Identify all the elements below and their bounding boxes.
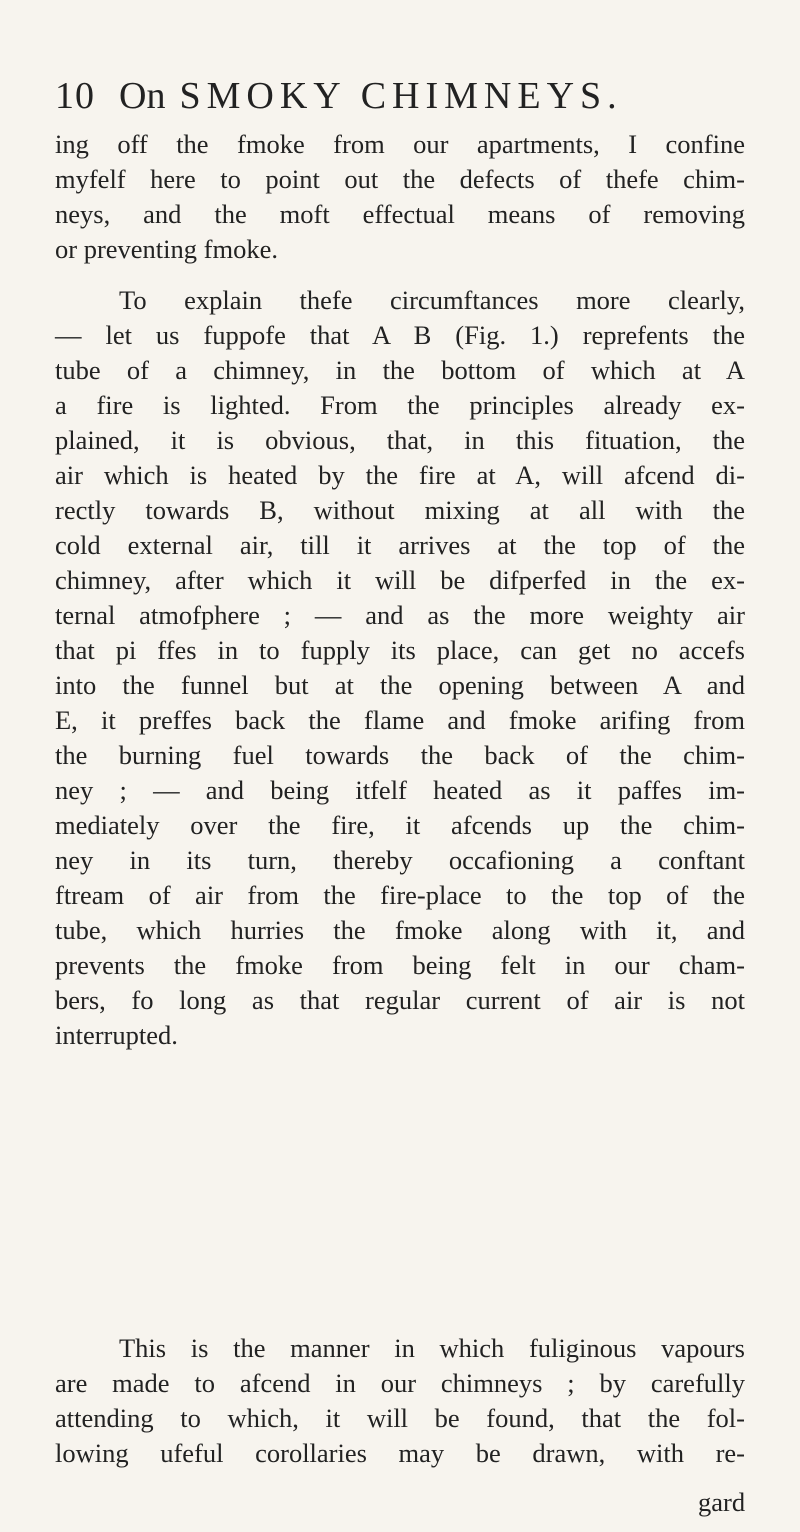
text-line: air which is heated by the fire at A, will afcend di- — [55, 460, 745, 490]
running-title-on: On — [119, 75, 166, 117]
text-line: myfelf here to point out the defects of thefe chim- — [55, 164, 745, 194]
text-line: mediately over the fire, it afcends up the chim- — [55, 810, 745, 840]
running-title-smoky: SMOKY — [179, 75, 347, 117]
text-line: ney ; — and being itfelf heated as it paffes im- — [55, 775, 745, 805]
text-line: — let us fuppofe that A B (Fig. 1.) reprefents the — [55, 320, 745, 350]
text-line: ftream of air from the fire-place to the top of the — [55, 880, 745, 910]
page-number: 10 — [55, 75, 95, 117]
paragraph-2 — [55, 283, 745, 1053]
running-title-chimneys: CHIMNEYS. — [360, 75, 623, 117]
catchword: gard — [698, 1487, 746, 1517]
text-line: tube of a chimney, in the bottom of which at A — [55, 355, 745, 385]
text-line: the burning fuel towards the back of the chim- — [55, 740, 745, 770]
text-line: To explain thefe circumftances more clearly, — [119, 285, 745, 315]
text-line: prevents the fmoke from being felt in our cham- — [55, 950, 745, 980]
text-line: tube, which hurries the fmoke along with it, and — [55, 915, 745, 945]
text-line: neys, and the moft effectual means of removing — [55, 199, 745, 229]
text-line: into the funnel but at the opening between A and — [55, 670, 745, 700]
text-line: attending to which, it will be found, that the fol- — [55, 1403, 745, 1433]
text-line: ney in its turn, thereby occafioning a conftant — [55, 845, 745, 875]
text-line: cold external air, till it arrives at the top of the — [55, 530, 745, 560]
text-line: This is the manner in which fuliginous vapours — [119, 1333, 745, 1363]
text-line: rectly towards B, without mixing at all with the — [55, 495, 745, 525]
text-line: plained, it is obvious, that, in this fituation, the — [55, 425, 745, 455]
text-line: are made to afcend in our chimneys ; by carefully — [55, 1368, 745, 1398]
text-line: a fire is lighted. From the principles already ex- — [55, 390, 745, 420]
text-line: bers, fo long as that regular current of air is not — [55, 985, 745, 1015]
text-line: ternal atmofphere ; — and as the more weighty air — [55, 600, 745, 630]
text-line: ing off the fmoke from our apartments, I confine — [55, 129, 745, 159]
text-line: interrupted. — [55, 1020, 178, 1050]
text-line: lowing ufeful corollaries may be drawn, with re- — [55, 1438, 745, 1468]
paragraph-1 — [55, 127, 745, 267]
text-line: that pi ffes in to fupply its place, can get no accefs — [55, 635, 745, 665]
running-header — [55, 72, 755, 120]
text-line: or preventing fmoke. — [55, 234, 278, 264]
text-line: chimney, after which it will be difperfed in the ex- — [55, 565, 745, 595]
text-line: E, it preffes back the flame and fmoke arifing from — [55, 705, 745, 735]
paragraph-3 — [55, 1331, 745, 1471]
